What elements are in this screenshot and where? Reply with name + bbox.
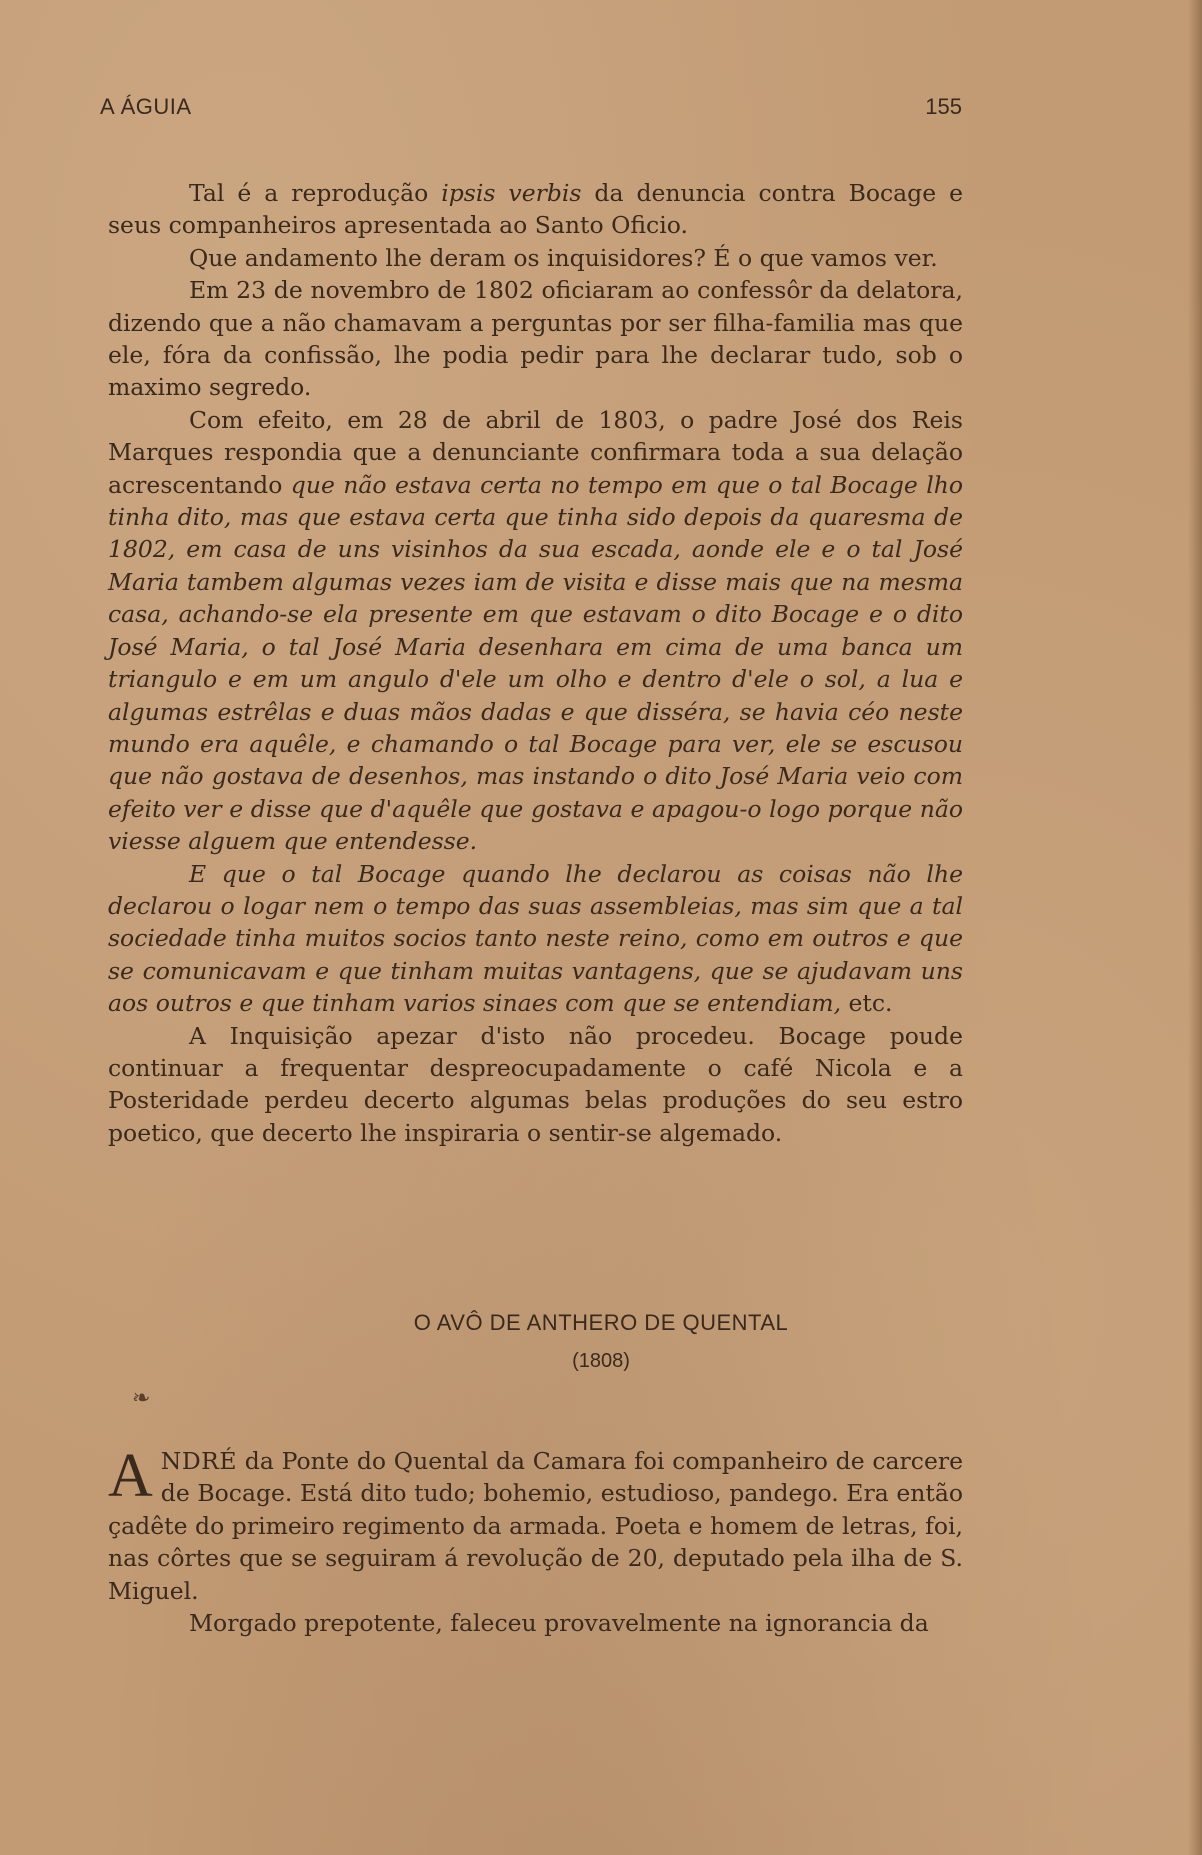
- page-edge-shadow: [1188, 0, 1202, 1855]
- paragraph: Que andamento lhe deram os inquisidores? É o que vamos ver.: [189, 243, 938, 272]
- paragraph-text: da Ponte do Quental da Camara foi companheiro de carcere de Bocage. Está dito tudo; bohemio, estudioso, pandego. Era então çadête do primeiro regimento da armada. Poeta e homem de letras, foi, nas côrtes que se seguiram á revolução de 20, deputado pela ilha de S. Miguel.: [108, 1447, 963, 1605]
- paragraph-text: Tal é a reprodução: [189, 179, 442, 207]
- quoted-testimony: E que o tal Bocage quando lhe declarou as coisas não lhe declarou o logar nem o tempo das suas assembleias, mas sim que a tal sociedade tinha muitos socios tanto neste reino, como em outros e que se comunicavam e que tinham muitas vantagens, que se ajudavam uns aos outros e que tinham varios sinaes com que se entendiam,: [108, 859, 963, 1018]
- article-title: O AVÔ DE ANTHERO DE QUENTAL: [413, 1310, 789, 1335]
- paragraph-text: Com efeito, em 28 de abril de 1803, o padre José dos Reis Marques respondia que a denunciante confirmara toda a sua delação acrescentando: [108, 405, 963, 499]
- quoted-testimony: que não estava certa no tempo em que o tal Bocage lho tinha dito, mas que estava certa que tinha sido depois da quaresma de 1802, em casa de uns visinhos da sua escada, aonde ele e o tal José Maria tambem algumas vezes iam de visita e disse mais que na mesma casa, achando-se ela presente em que estavam o dito Bocage e o dito José Maria, o tal José Maria desenhara em cima de uma banca um triangulo e em um angulo d'ele um olho e dentro d'ele o sol, a lua e algumas estrêlas e duas mãos dadas e que disséra, se havia céo neste mundo era aquêle, e chamando o tal Bocage para ver, ele se escusou que não gostava de desenhos, mas instando o dito José Maria veio com efeito ver e disse que d'aquêle que gostava e apagou-o logo porque não viesse alguem que entendesse.: [108, 470, 964, 856]
- drop-cap: A: [108, 1442, 153, 1510]
- denuncia-section: [108, 177, 963, 1149]
- paragraph-text: da denuncia contra Bocage e seus companheiros apresentada ao Santo Oficio.: [108, 179, 963, 240]
- latin-phrase: ipsis verbis: [441, 179, 582, 207]
- running-title: A ÁGUIA: [100, 94, 192, 119]
- paragraph: Em 23 de novembro de 1802 oficiaram ao confessôr da delatora, dizendo que a não chamavam a perguntas por ser filha-familia mas que ele, fóra da confissão, lhe podia pedir para lhe declarar tudo, sob o maximo segredo.: [108, 276, 963, 402]
- paragraph: A Inquisição apezar d'isto não procedeu. Bocage poude continuar a frequentar despreocupadamente o café Nicola e a Posteridade perdeu decerto algumas belas produções do seu estro poetico, que decerto lhe inspiraria o sentir-se algemado.: [108, 1021, 963, 1147]
- paragraph: [108, 404, 963, 858]
- article-body: [108, 1442, 963, 1639]
- first-word: NDRÉ: [160, 1447, 238, 1475]
- paragraph: [108, 1442, 963, 1607]
- paragraph: Morgado prepotente, faleceu provavelmente na ignorancia da: [189, 1609, 929, 1638]
- paragraph: [108, 177, 963, 242]
- paragraph: [108, 858, 963, 1020]
- article-year: (1808): [572, 1350, 630, 1372]
- paragraph-text: etc.: [841, 989, 893, 1018]
- page-header: [100, 94, 962, 128]
- page-number: 155: [925, 94, 962, 119]
- fleuron-icon: ❧: [132, 1386, 151, 1411]
